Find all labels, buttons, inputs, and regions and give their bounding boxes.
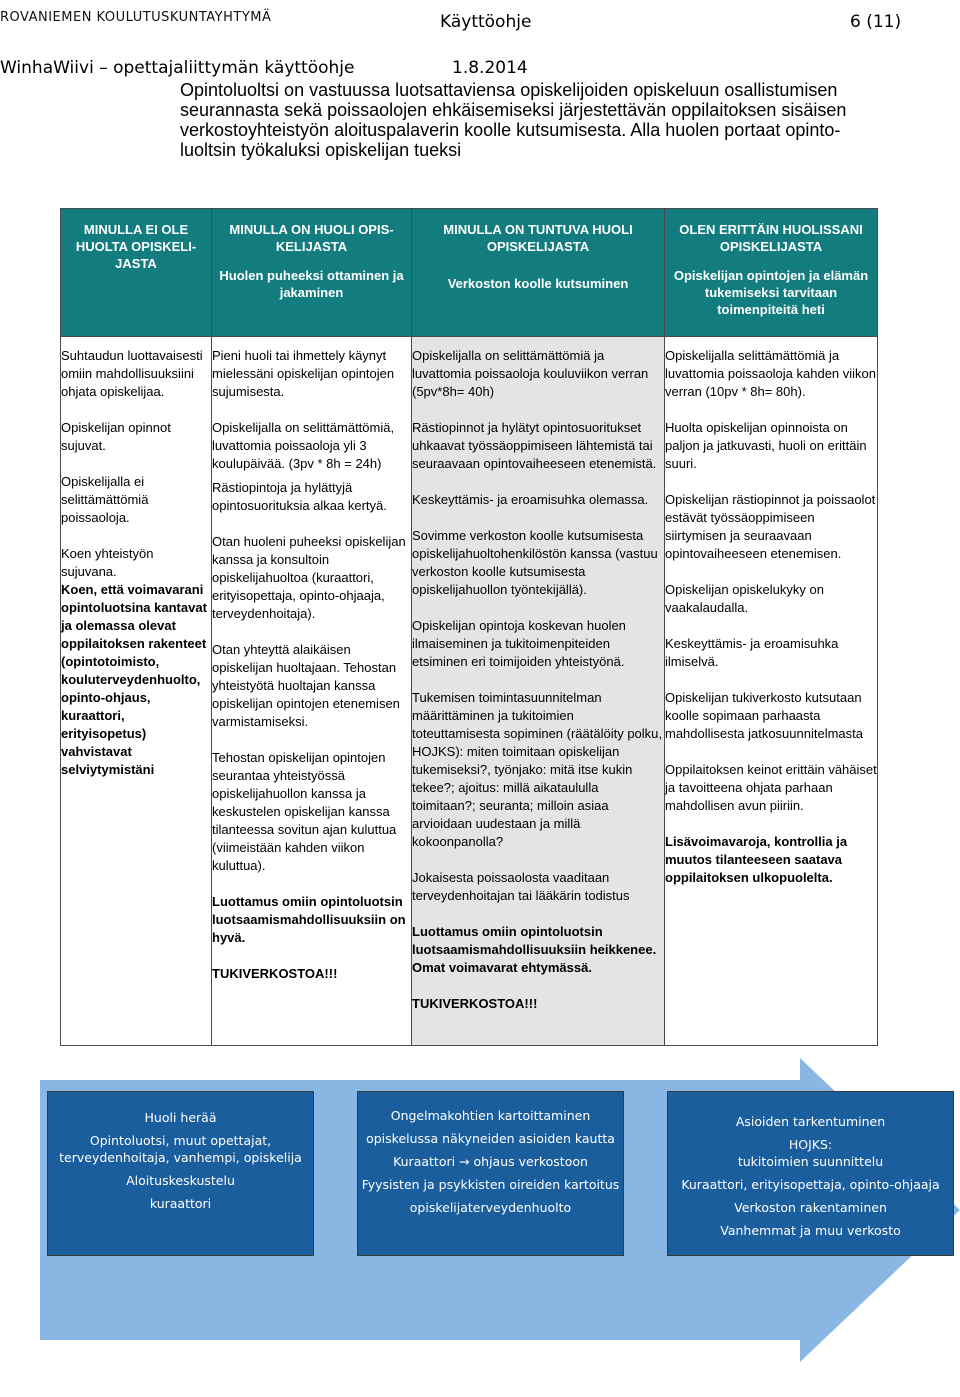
intro-line: seurannasta sekä poissaolojen ehkäisemiseksi järjestettävän oppilaitoksen sisäisen <box>180 100 847 120</box>
cell-paragraph-bold: Koen, että voimavarani opintoluotsina kantavat ja olemassa olevat oppilaitoksen rakenteet (opintotoimisto, kouluterveydenhuolto, opinto-ohjaus, kuraattori, erityisopetus) vahvistavat selviytymistäni <box>61 582 207 777</box>
flow-line: Kuraattori → ohjaus verkostoon <box>393 1154 588 1169</box>
cell-paragraph: Otan yhteyttä alaikäisen opiskelijan huoltajaan. Tehostan yhteistyötä huoltajan kanssa opiskelijan opintojen etenemisen varmistamiseksi. <box>212 642 400 729</box>
header-no-worry <box>61 209 212 337</box>
cell-paragraph: Opiskelijan opinnot sujuvat. <box>61 420 171 453</box>
doc-date: 1.8.2014 <box>452 58 528 78</box>
cell-paragraph: Opiskelijalla selittämättömiä ja luvattomia poissaoloja kahden viikon verran (10pv * 8h= 80h). <box>665 348 877 399</box>
intro-line: verkostoyhteistyön aloituspalaverin koolle kutsumisesta. Alla huolen portaat opinto- <box>180 120 841 140</box>
header-notable-worry <box>412 209 665 337</box>
flow-line: Verkoston rakentaminen <box>734 1200 887 1215</box>
column-some-worry <box>212 337 412 1046</box>
cell-paragraph: Otan huoleni puheeksi opiskelijan kanssa ja konsultoin opiskelijahuoltoa (kuraattori, erityisopettaja, opinto-ohjaaja, terveydenhoitaja). <box>212 534 406 621</box>
flow-line: kuraattori <box>149 1196 212 1211</box>
cell-paragraph: Tukemisen toimintasuunnitelman määrittäminen ja tukitoimien toteuttamisesta sopiminen (räätälöity polku, HOJKS): miten toimitaan opiskelijan tukemiseksi?, työnjako: mitä itse kukin tekee?; ajoitus: millä aikataululla toimitaan?; seuranta; milloin asiaa arvioidaan uudestaan ja millä kokoonpanolla? <box>412 690 663 849</box>
header-great-worry <box>665 209 878 337</box>
cell-paragraph: Rästiopinnot ja hylätyt opintosuoritukset uhkaavat työssäoppimiseen lähtemistä tai seuraavaan opintovaiheeseen etenemistä. <box>412 420 657 471</box>
header-some-worry <box>212 209 412 337</box>
flow-line: Kuraattori, erityisopettaja, opinto-ohjaaja <box>681 1177 940 1192</box>
intro-paragraph <box>180 80 880 160</box>
flow-line: Asioiden tarkentuminen <box>735 1114 886 1129</box>
cell-paragraph: Opiskelijalla on selittämättömiä, luvattomia poissaoloja yli 3 koulupäivää. (3pv * 8h = 24h) <box>212 420 395 471</box>
cell-paragraph: Opiskelijan opintoja koskevan huolen ilmaiseminen ja tukitoimenpiteiden etsiminen eri toimijoiden yhteistyönä. <box>412 618 626 669</box>
cell-paragraph: Keskeyttämis- ja eroamisuhka olemassa. <box>412 492 649 507</box>
cell-paragraph: Koen yhteistyön sujuvana. <box>61 546 154 579</box>
flow-step-1 <box>47 1091 314 1256</box>
cell-paragraph: Opiskelijan tukiverkosto kutsutaan koolle sopimaan parhaasta mahdollisesta jatkosuunnitelmasta <box>665 690 863 741</box>
flow-line: opiskelijaterveydenhuolto <box>409 1200 572 1215</box>
cell-paragraph: Opiskelijan opiskelukyky on vaakalaudalla. <box>665 582 824 615</box>
cell-paragraph: Opiskelijalla on selittämättömiä ja luvattomia poissaoloja kouluviikon verran (5pv*8h= 40h) <box>412 348 649 399</box>
cell-paragraph-bold: Luottamus omiin opintoluotsin luotsaamismahdollisuuksiin on hyvä. <box>212 894 406 945</box>
flow-step-3 <box>667 1091 954 1256</box>
table-body-row <box>61 337 878 1046</box>
cell-paragraph-bold: Luottamus omiin opintoluotsin luotsaamismahdollisuuksiin heikkenee. Omat voimavarat ehtymässä. <box>412 924 657 975</box>
flow-line: HOJKS: <box>788 1137 833 1152</box>
cell-paragraph: Jokaisesta poissaolosta vaaditaan terveydenhoitajan tai lääkärin todistus <box>412 870 630 903</box>
cell-paragraph-bold: TUKIVERKOSTOA!!! <box>412 996 538 1011</box>
column-no-worry <box>61 337 212 1046</box>
column-great-worry <box>665 337 878 1046</box>
header-title: OLEN ERITTÄIN HUOLISSANI OPISKELIJASTA <box>679 222 863 254</box>
cell-paragraph: Oppilaitoksen keinot erittäin vähäiset ja tavoitteena ohjata parhaan mahdollisen avun piiriin. <box>665 762 877 813</box>
cell-paragraph: Tehostan opiskelijan opintojen seurantaa yhteistyössä opiskelijahuollon kanssa ja keskustelen opiskelijan kanssa tilanteessa sovitun ajan kuluttua (viimeistään kahden viikon kuluttua). <box>212 750 397 873</box>
flow-line: terveydenhoitaja, vanhempi, opiskelija <box>59 1150 302 1165</box>
cell-paragraph-bold: Lisävoimavaroja, kontrollia ja muutos tilanteeseen saatava oppilaitoksen ulkopuolelta. <box>665 834 848 885</box>
cell-paragraph: Keskeyttämis- ja eroamisuhka ilmiselvä. <box>665 636 839 669</box>
doc-title: WinhaWiivi – opettajaliittymän käyttöohje <box>0 58 355 78</box>
header-subtitle: Verkoston koolle kutsuminen <box>447 276 629 291</box>
column-notable-worry <box>412 337 665 1046</box>
cell-paragraph: Pieni huoli tai ihmettely käynyt mielessäni opiskelijan opintojen sujumisesta. <box>212 348 395 399</box>
flow-line: Aloituskeskustelu <box>126 1173 235 1188</box>
flow-line: Fyysisten ja psykkisten oireiden kartoitus <box>361 1177 620 1192</box>
flow-line: Ongelmakohtien kartoittaminen <box>390 1108 591 1123</box>
header-title: MINULLA ON HUOLI OPIS-KELIJASTA <box>229 222 394 254</box>
cell-paragraph: Sovimme verkoston koolle kutsumisesta opiskelijahuoltohenkilöstön kanssa (vastuu verkoston koolle kutsumisesta opiskelijahuollon työntekijällä). <box>412 528 658 597</box>
flow-step-2 <box>357 1091 624 1256</box>
flow-line: tukitoimien suunnittelu <box>737 1154 884 1169</box>
cell-paragraph: Opiskelijalla ei selittämättömiä poissaoloja. <box>61 474 149 525</box>
table-header-row <box>61 209 878 337</box>
cell-paragraph: Huolta opiskelijan opinnoista on paljon ja jatkuvasti, huoli on erittäin suuri. <box>665 420 867 471</box>
page-number: 6 (11) <box>850 12 902 32</box>
cell-paragraph: Rästiopintoja ja hylättyjä opintosuorituksia alkaa kertyä. <box>212 480 387 513</box>
flow-line: Vanhemmat ja muu verkosto <box>720 1223 901 1238</box>
intro-line: luoltsin työkaluksi opiskelijan tueksi <box>180 140 462 160</box>
header-subtitle: Huolen puheeksi ottaminen ja jakaminen <box>219 268 404 300</box>
cell-paragraph: Opiskelijan rästiopinnot ja poissaolot estävät työssäoppimiseen siirtymisen ja seuraavaan opintovaiheeseen etenemisen. <box>665 492 876 561</box>
flow-line: Opintoluotsi, muut opettajat, <box>89 1133 272 1148</box>
cell-paragraph-bold: TUKIVERKOSTOA!!! <box>212 966 338 981</box>
doc-type: Käyttöohje <box>440 12 532 32</box>
flow-line: Huoli herää <box>144 1110 217 1125</box>
header-title: MINULLA EI OLE HUOLTA OPISKELI-JASTA <box>75 222 197 271</box>
intro-line: Opintoluoltsi on vastuussa luotsattaviensa opiskelijoiden opiskeluun osallistumisen <box>180 80 838 100</box>
header-subtitle: Opiskelijan opintojen ja elämän tukemiseksi tarvitaan toimenpiteitä heti <box>673 268 869 317</box>
worry-levels-table <box>60 208 878 1046</box>
cell-paragraph: Suhtaudun luottavaisesti omiin mahdollisuuksiini ohjata opiskelijaa. <box>61 348 203 399</box>
header-title: MINULLA ON TUNTUVA HUOLI OPISKELIJASTA <box>443 222 633 254</box>
flow-line: opiskelussa näkyneiden asioiden kautta <box>366 1131 615 1146</box>
org-logo: ROVANIEMEN KOULUTUSKUNTAYHTYMÄ <box>0 10 272 25</box>
